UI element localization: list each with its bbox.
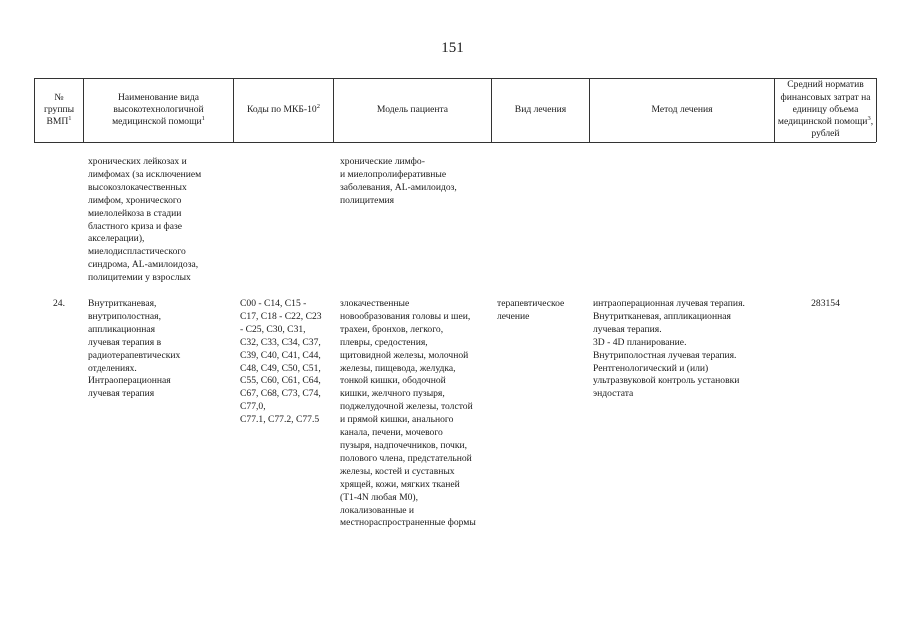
row-codes-cell: C00 - C14, C15 - C17, C18 - C22, C23 - C25, C30, C31, C32, C33, C34, C37, C39, C40, C41, C44, C48, C49, C50, C51, C55, C60, C61, C64, C67, C68, C73, C74, C77,0, C77.1, C77.2, C77.5 <box>240 298 322 426</box>
row-model-cell: злокачественные новообразования головы и шеи, трахеи, бронхов, легкого, плевры, средостения, щитовидной железы, молочной железы, пищевода, желудка, тонкой кишки, ободочной кишки, желчного пузыря, поджелудочной железы, толстой и прямой кишки, анального канала, печени, мочевого пузыря, надпочечников, почки, полового члена, предстательной железы, костей и суставных хрящей, кожи, мягких тканей (T1-4N любая M0), локализованные и местнораспространенные формы <box>340 298 476 529</box>
header-group: № группы ВМП$^1$ <box>43 91 75 128</box>
continuation-model-cell: хронические лимфо- и миелопролиферативные заболевания, AL-амилоидоз, полицитемия <box>340 156 457 206</box>
header-treatment-type: Вид лечения <box>514 103 567 115</box>
table-header-bottom-border <box>34 142 876 143</box>
column-divider <box>876 78 877 142</box>
page-number: 151 <box>441 40 464 56</box>
row-method-cell: интраоперационная лучевая терапия. Внутритканевая, аппликационная лучевая терапия. 3D - 4D планирование. Внутриполостная лучевая терапия. Рентгенологический и (или) ультразвуковой контроль установки эндостата <box>593 298 745 400</box>
header-cost: Средний норматив финансовых затрат на единицу объема медицинской помощи$^3$, рублей <box>777 79 874 140</box>
header-method: Метод лечения <box>651 103 713 115</box>
row-group-cell: 24. <box>53 298 65 309</box>
row-cost-cell: 283154 <box>811 298 840 309</box>
header-model: Модель пациента <box>376 103 449 115</box>
row-treatment-type-cell: терапевтическое лечение <box>497 298 565 322</box>
continuation-name-cell: хронических лейкозах и лимфомах (за исключением высокозлокачественных лимфом, хронического миелолейкоза в стадии бластного криза и фазе акселерации), миелодиспластического синдрома, AL-амилоидоза, полицитемии у взрослых <box>88 156 202 284</box>
header-codes: Коды по МКБ-$10^2$ <box>247 102 320 115</box>
row-name-cell: Внутритканевая, внутриполостная, аппликационная лучевая терапия в радиотерапевтических отделениях. Интраоперационная лучевая терапия <box>88 298 181 400</box>
header-name: Наименование вида высокотехнологичной медицинской помощи$^1$ <box>112 91 205 128</box>
